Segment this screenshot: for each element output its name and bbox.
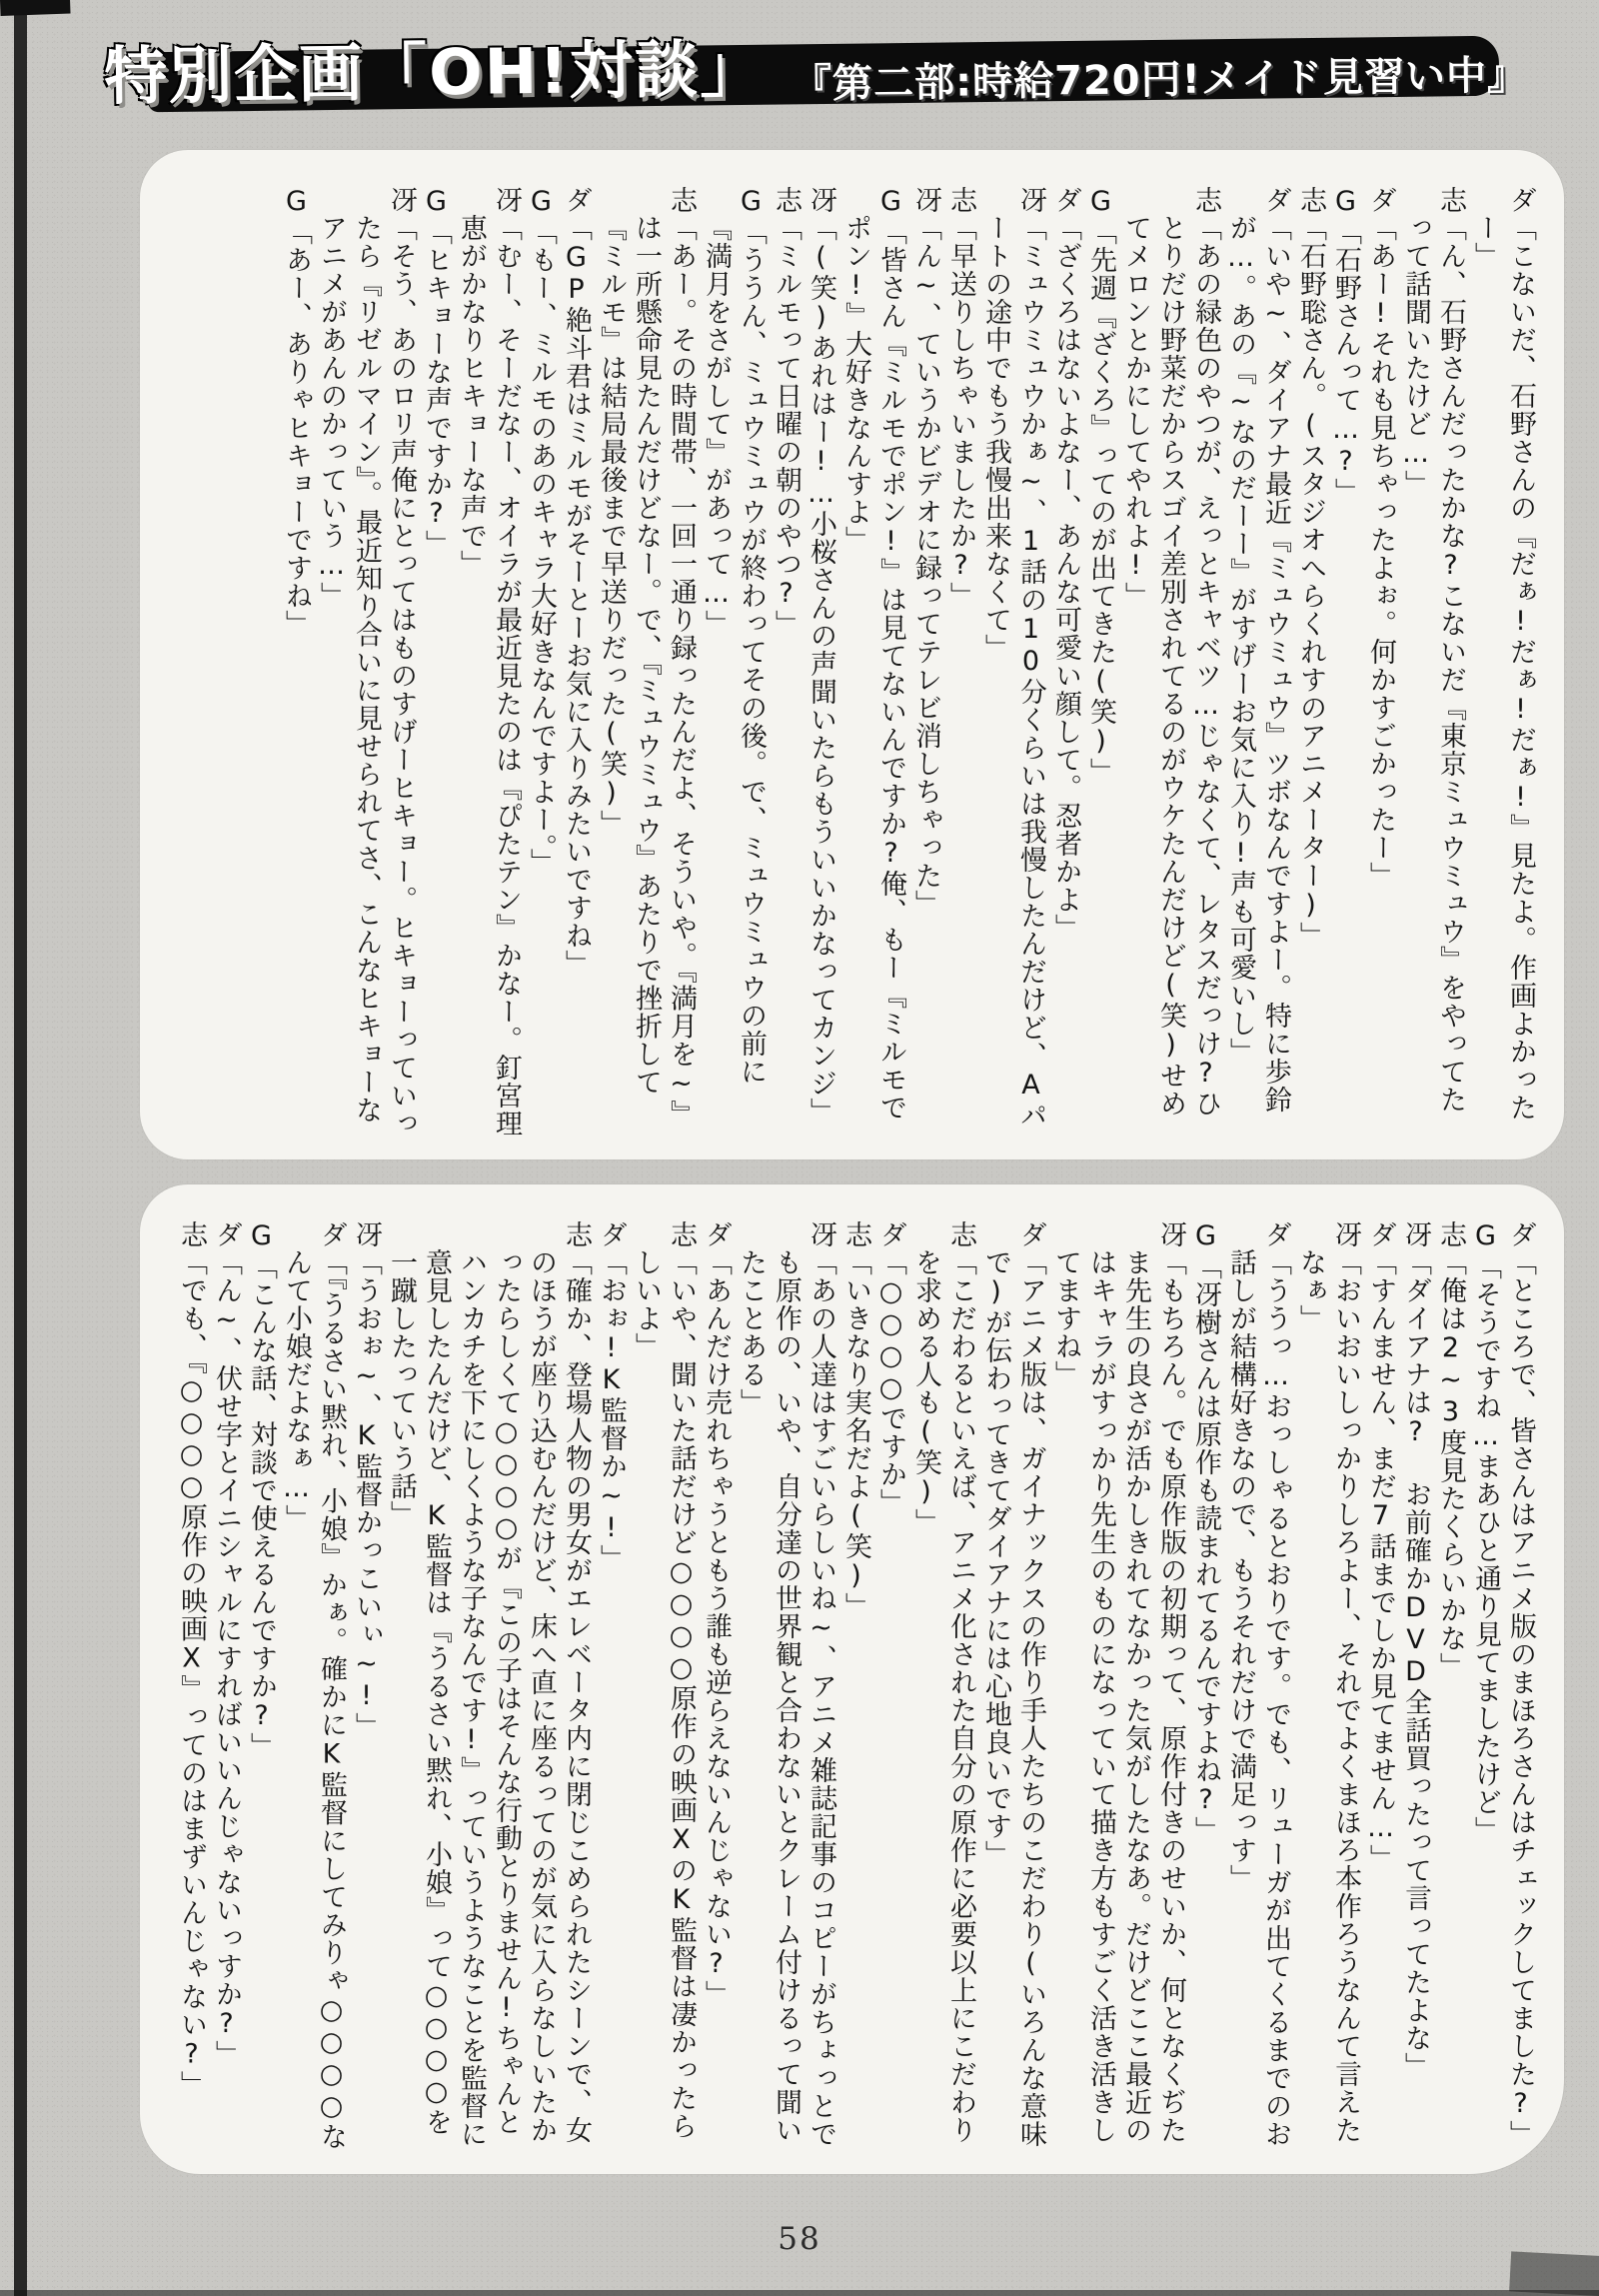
speaker-label: ダ <box>211 1220 242 1248</box>
speaker-label: G <box>1085 186 1116 218</box>
utterance <box>1188 1220 1223 2154</box>
utterance-text: 「ダイアナは? お前確かDVD全話買ったって言ってたよな」 <box>1400 1248 1431 2080</box>
utterance-text: 「すんません、まだ7話までしか見てません…」 <box>1365 1248 1396 1872</box>
utterance <box>1328 186 1363 1140</box>
utterance-text: 「石野さんって…?」 <box>1330 218 1361 506</box>
speaker-label: 冴 <box>805 186 836 214</box>
speaker-label: 冴 <box>491 186 522 214</box>
utterance <box>1468 186 1538 1140</box>
speaker-label: ダ <box>1015 1220 1046 1248</box>
utterance <box>209 1220 244 2154</box>
utterance-text: 「ん~、ていうかビデオに録ってテレビ消しちゃった」 <box>910 214 941 918</box>
utterance-text: 「あの人達はすごいらしいね~、アニメ雑誌記事のコピーがちょっとでも原作の、いや、自分達の世界観と合わないとクレーム付けるって聞いたことある」 <box>736 1248 836 2148</box>
utterance <box>699 1220 734 2154</box>
utterance <box>1363 186 1398 1140</box>
utterance <box>279 1220 349 2154</box>
scan-edge-left <box>14 0 27 2296</box>
speaker-label: G <box>1470 1220 1501 1252</box>
utterance-text: 「ところで、皆さんはアニメ版のまほろさんはチェックしてました?」 <box>1505 1248 1536 2148</box>
utterance-text: 「いや、聞いた話だけど○○○○原作の映画XのK監督は凄かったらしいよ」 <box>631 1248 697 2140</box>
utterance <box>384 1220 594 2154</box>
speaker-label: 冴 <box>1330 1220 1361 1248</box>
utterance <box>873 1220 908 2154</box>
utterance-text: 「皆さん『ミルモでポン!』は見てないんですか?俺、もー『ミルモでポン!』大好きなんすよ」 <box>840 214 906 1122</box>
utterance-text: 「こないだ、石野さんの『だぁ!だぁ!だぁ!』見たよ。作画よかったー」 <box>1470 214 1536 1122</box>
utterance <box>419 186 454 1140</box>
speaker-label: 志 <box>561 1220 592 1248</box>
utterance <box>838 1220 873 2154</box>
utterance-text: 「もー、ミルモのあのキャラ大好きなんですよー。」 <box>526 218 557 877</box>
speaker-label: 志 <box>771 186 801 214</box>
utterance-text: 「あー。その時間帯、一回一通り録ったんだよ、そういや。『満月を~』は一所懸命見たんだけどなー。で、『ミュウミュウ』あたりで挫折して『ミルモ』は結局最後まで早送りだった(笑)」 <box>596 214 697 1129</box>
speaker-label: 志 <box>1190 186 1221 214</box>
speaker-label: 志 <box>666 1220 697 1248</box>
scan-edge-bottom <box>0 2290 1599 2296</box>
utterance <box>244 1220 279 2154</box>
utterance-text: 「ううっ…おっしゃるとおりです。でも、リューガが出てくるまでのお話しが結構好きなので、もうそれだけで満足っす」 <box>1225 1248 1291 2148</box>
utterance <box>1293 186 1328 1140</box>
utterance-text: 「いや~、ダイアナ最近『ミュウミュウ』ツボなんですよー。特に歩鈴が…。あの『~なのだーー』がすげーお気に入り!声も可愛いし」 <box>1225 214 1291 1114</box>
speaker-label: ダ <box>1050 186 1081 214</box>
utterance <box>1223 1220 1293 2154</box>
speaker-label: ダ <box>1505 186 1536 214</box>
speaker-label: 志 <box>945 1220 976 1248</box>
speaker-label: 志 <box>666 186 697 214</box>
utterance-text: 「いきなり実名だよ(笑)」 <box>840 1248 871 1620</box>
utterance <box>978 1220 1048 2154</box>
utterance-text: 「アニメ版は、ガイナックスの作り手人たちのこだわり(いろんな意味で)が伝わってきてダイアナには心地良いです」 <box>980 1248 1046 2148</box>
utterance <box>1293 1220 1363 2154</box>
utterance-text: 「確か、登場人物の男女がエレベータ内に閉じこめられたシーンで、女のほうが座り込むんだけど、床へ直に座るってのが気に入らなしいたかったらしくて○○○○が『この子はそんな行動とりません!ちゃんとハンカチを下にしくような子なんです!』っていうようなことを監督に意見したんだけど、K監督は『うるさい黙れ、小娘』って○○○○を一蹴したっていう話」 <box>386 1248 592 2148</box>
utterance-text: 「おぉ!K監督か~!」 <box>596 1248 627 1572</box>
speaker-label: ダ <box>1260 1220 1291 1248</box>
page-title: 特別企画「OH!対談」 <box>103 32 766 114</box>
speaker-label: 冴 <box>910 186 941 214</box>
utterance <box>1433 1220 1468 2154</box>
speaker-label: G <box>526 186 557 218</box>
dialogue-panel-1 <box>140 150 1564 1159</box>
utterance-text: 「先週『ざくろ』ってのが出てきた(笑)」 <box>1085 218 1116 786</box>
utterance <box>978 186 1048 1140</box>
speaker-label: G <box>246 1220 277 1252</box>
utterance <box>803 186 838 1140</box>
speaker-label: 冴 <box>386 186 417 214</box>
dialogue-panel-2 <box>140 1184 1564 2174</box>
utterance <box>1398 1220 1433 2154</box>
utterance-text: 「もちろん。でも原作版の初期って、原作付きのせいか、何となくぢたま先生の良さが活かしきれてなかった気がしたなあ。だけどここ最近のはキャラがすっかり先生のものになっていて描き方もすごく活き活きしてますね」 <box>1050 1248 1186 2144</box>
utterance-text: 「でも、『○○○○原作の映画X』ってのはまずいんじゃない?」 <box>176 1248 207 2099</box>
utterance <box>838 186 908 1140</box>
speaker-label: ダ <box>1505 1220 1536 1248</box>
speaker-label: G <box>1190 1220 1221 1252</box>
utterance <box>943 186 978 1140</box>
speaker-label: ダ <box>1365 186 1396 214</box>
utterance-text: 「あー!それも見ちゃったよぉ。何かすごかったー」 <box>1365 214 1396 890</box>
utterance-text: 「こんな話、対談で使えるんですか?」 <box>246 1252 277 1760</box>
utterance-text: 「うおぉ~、K監督かっこいぃ~!」 <box>351 1248 382 1740</box>
utterance <box>349 1220 384 2154</box>
utterance <box>594 1220 629 2154</box>
speaker-label: 志 <box>1435 1220 1466 1248</box>
utterance-text: 「石野聡さん。(スタジオへらくれすのアニメーター)」 <box>1295 214 1326 950</box>
speaker-label: 冴 <box>1015 186 1046 214</box>
speaker-label: ダ <box>701 1220 732 1248</box>
utterance <box>559 186 594 1140</box>
speaker-label: ダ <box>596 1220 627 1248</box>
utterance <box>524 186 559 1140</box>
utterance <box>734 1220 838 2154</box>
speaker-label: 志 <box>840 1220 871 1248</box>
speaker-label: 志 <box>176 1220 207 1248</box>
speaker-label: 冴 <box>1400 1220 1431 1248</box>
utterance-text: 「(笑)あれはー!…小桜さんの声聞いたらもういいかなってカンジ」 <box>805 214 836 1126</box>
utterance <box>174 1220 209 2154</box>
utterance-text: 「ざくろはないよなー、あんな可愛い顔して。忍者かよ」 <box>1050 214 1081 942</box>
utterance <box>1048 1220 1188 2154</box>
utterance <box>314 186 419 1140</box>
scan-corner-top-left <box>0 0 71 16</box>
utterance <box>629 1220 699 2154</box>
utterance <box>769 186 803 1140</box>
utterance-text: 「むー、そーだなー、オイラが最近見たのは『ぴたテン』かなー。釘宮理恵がかなりヒキョーな声で」 <box>456 214 522 1138</box>
speaker-label: 志 <box>1435 186 1466 214</box>
utterance <box>1048 186 1083 1140</box>
utterance-text: 「冴樹さんは原作も読まれてるんですよね?」 <box>1190 1252 1221 1844</box>
dialogue-part-1 <box>140 150 1564 1159</box>
utterance-text: 「ミルモって日曜の朝のやつ?」 <box>771 214 801 638</box>
utterance-text: 「GP絶斗君はミルモがそーとーお気に入りみたいですね」 <box>561 214 592 978</box>
speaker-label: G <box>1330 186 1361 218</box>
utterance-text: 「○○○○ですか」 <box>875 1248 906 1516</box>
utterance-text: 「早送りしちゃいましたか?」 <box>945 214 976 610</box>
utterance-text: 「あんだけ売れちゃうともう誰も逆らえないんじゃない?」 <box>701 1248 732 2008</box>
speaker-label: 冴 <box>351 1220 382 1248</box>
utterance <box>908 1220 978 2154</box>
dialogue-part-2 <box>140 1184 1564 2174</box>
speaker-label: 志 <box>1295 186 1326 214</box>
speaker-label: ダ <box>1365 1220 1396 1248</box>
speaker-label: G <box>736 186 767 218</box>
page-number: 58 <box>778 2221 821 2257</box>
utterance-text: 「あー、ありゃヒキョーですね」 <box>281 218 312 638</box>
utterance <box>1503 1220 1538 2154</box>
utterance-text: 「ミュウミュウかぁ~、1話の10分くらいは我慢したんだけど、Aパートの途中でもう我慢出来なくて」 <box>980 214 1046 1130</box>
utterance <box>1118 186 1223 1140</box>
utterance-text: 「ヒキョーな声ですか?」 <box>421 218 452 558</box>
utterance <box>279 186 314 1140</box>
utterance-text: 「おいおいしっかりしろよー、それでよくまほろ本作ろうなんて言えたなぁ」 <box>1295 1248 1361 2144</box>
utterance <box>908 186 943 1140</box>
utterance <box>1223 186 1293 1140</box>
utterance <box>594 186 699 1140</box>
speaker-label: 志 <box>945 186 976 214</box>
utterance-text: 「ううん、ミュウミュウが終わってその後。で、ミュウミュウの前に『満月をさがして』があって…」 <box>701 214 767 1086</box>
speaker-label: ダ <box>1260 186 1291 214</box>
scan-corner-bottom-right <box>1509 2251 1599 2296</box>
utterance-text: 「こだわるといえば、アニメ化された自分の原作に必要以上にこだわりを求める人も(笑)」 <box>910 1248 976 2144</box>
utterance-text: 「そうですね…まあひと通り見てましたけど」 <box>1470 1252 1501 1844</box>
utterance-text: 「ん、石野さんだったかな?こないだ『東京ミュウミュウ』をやってたって話聞いたけど…」 <box>1400 214 1466 1114</box>
utterance <box>1468 1220 1503 2154</box>
utterance <box>1398 186 1468 1140</box>
utterance <box>1363 1220 1398 2154</box>
speaker-label: 冴 <box>1155 1220 1186 1248</box>
utterance-text: 「そう、あのロリ声俺にとってはものすげーヒキョー。ヒキョーっていったら『リゼルマイン』。最近知り合いに見せられてさ、こんなヒキョーなアニメがあんのかっていう…」 <box>316 214 417 1138</box>
page-subtitle: 『第二部:時給720円!メイド見習い中』 <box>791 52 1529 108</box>
utterance <box>454 186 524 1140</box>
speaker-label: ダ <box>561 186 592 214</box>
utterance-text: 「『うるさい黙れ、小娘』かぁ。確かにK監督にしてみりゃ○○○○なんて小娘だよなぁ…」 <box>281 1248 347 2151</box>
speaker-label: G <box>875 186 906 218</box>
utterance <box>699 186 769 1140</box>
utterance-text: 「ん~、伏せ字とイニシャルにすればいいんじゃないっすか?」 <box>211 1248 242 2068</box>
speaker-label: ダ <box>316 1220 347 1248</box>
speaker-label: G <box>281 186 312 218</box>
speaker-label: G <box>421 186 452 218</box>
speaker-label: 冴 <box>805 1220 836 1248</box>
utterance-text: 「俺は2~3度見たくらいかな」 <box>1435 1248 1466 1680</box>
utterance <box>1083 186 1118 1140</box>
speaker-label: ダ <box>875 1220 906 1248</box>
utterance-text: 「あの緑色のやつが、えっとキャベツ…じゃなくて、レタスだっけ?ひとりだけ野菜だからスゴイ差別されてるのがウケたんだけど(笑)せめてメロンとかにしてやれよ!」 <box>1120 214 1221 1118</box>
